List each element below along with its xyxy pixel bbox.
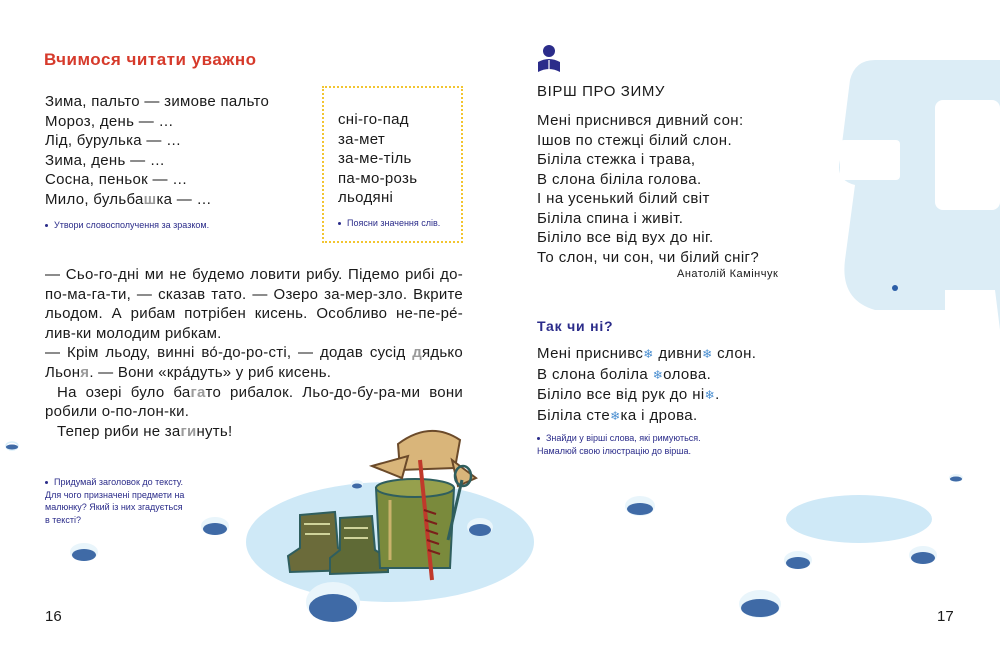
bullet-icon	[537, 437, 540, 440]
task-text: Утвори словосполучення за зразком.	[54, 220, 210, 230]
text-part: В слона боліла	[537, 365, 653, 383]
word-pair: Сосна, пеньок — …	[45, 171, 188, 189]
ice-hole-icon	[70, 543, 98, 561]
text-part: . — Вони «кра́дуть» у риб кисень.	[89, 363, 332, 381]
text-part: ка — …	[156, 190, 212, 208]
quiz-line	[537, 344, 756, 365]
ice-hole-icon	[351, 480, 363, 489]
syllable-word: па-мо-розь	[338, 169, 418, 187]
poem-line: Біліло все від вух до ніг.	[537, 229, 714, 246]
story-paragraph	[45, 383, 463, 422]
snowflake-icon: ❄	[702, 347, 713, 361]
task-note	[45, 219, 209, 232]
syllable-word: за-ме-тіль	[338, 150, 412, 168]
text-part: дько Льон	[45, 344, 463, 381]
text-part: то рибалок. Льо-до-бу-ра-ми вони робили о-по-лон-ки.	[45, 383, 463, 421]
task-note	[338, 217, 461, 230]
word-pair	[45, 190, 269, 210]
ice-hole-icon	[784, 551, 812, 569]
ice-hole-icon	[6, 442, 18, 450]
word-pair: Мороз, день — …	[45, 112, 174, 130]
task-text: Намалюй свою ілюстрацію до вірша.	[537, 445, 691, 456]
poem-line: В слона біліла голова.	[537, 170, 702, 188]
text-part: Біліла сте	[537, 406, 611, 424]
ice-hole-icon	[949, 474, 963, 482]
text-part: Тепер риби не за	[57, 422, 181, 440]
quiz-line	[537, 385, 756, 406]
section-subtitle: Так чи ні?	[537, 318, 614, 334]
snowflake-icon: ❄	[652, 367, 664, 382]
quiz-line	[537, 365, 756, 386]
poem-line: І на усенький білий світ	[537, 190, 710, 207]
fur-hat-icon	[372, 431, 476, 486]
text-part: дивни	[653, 345, 703, 362]
word-pairs-list	[45, 92, 269, 210]
ice-patch	[786, 495, 932, 543]
ice-hole-icon	[739, 590, 781, 618]
highlighted-letter: ги	[180, 422, 197, 440]
word-pair: Зима, пальто — зимове пальто	[45, 93, 270, 110]
text-part: Мені приснивс	[537, 345, 644, 362]
ice-fishing-illustration	[0, 420, 560, 640]
text-part: нуть!	[196, 422, 233, 440]
story-paragraph: — Сьо-го-дні ми не будемо ловити рибу. Підемо рибі до-по-ма-га-ти, — сказав тато. — Озеро за-мер-зло. Вкрите льодом. А рибам потрібен кисень. Особливо не-пе-ре́-лив-ки молодим рибкам.	[45, 266, 463, 342]
task-note	[537, 432, 701, 457]
task-text: Для чого призначені предмети на	[45, 489, 185, 500]
snowflake-icon: ❄	[610, 408, 621, 423]
bullet-icon	[45, 224, 48, 227]
poem-line: То слон, чи сон, чи білий сніг?	[537, 248, 760, 266]
ice-hole-icon	[625, 496, 655, 516]
page-number: 17	[937, 608, 954, 625]
highlighted-letter: га	[190, 383, 206, 401]
quiz-poem	[537, 344, 756, 426]
poem	[537, 111, 759, 267]
highlighted-letter: д	[412, 344, 422, 362]
syllable-word: за-мет	[338, 130, 386, 148]
quiz-line	[537, 406, 756, 427]
task-text: Поясни значення слів.	[347, 217, 441, 228]
text-part: олова.	[663, 365, 712, 383]
story-text	[45, 265, 463, 441]
elephant-eye	[892, 285, 898, 291]
word-pair: Лід, бурулька — …	[45, 132, 182, 150]
syllable-word: льодяні	[338, 189, 394, 207]
text-part: .	[715, 386, 720, 403]
syllable-word: сні-го-пад	[338, 111, 409, 128]
poem-line: Біліла стежка і трава,	[537, 151, 696, 168]
page-title: Вчимося читати уважно	[44, 50, 257, 69]
highlighted-letter: я	[421, 344, 431, 362]
page-number: 16	[45, 608, 62, 625]
poem-line: Ішов по стежці білий слон.	[537, 131, 733, 149]
ice-hole-icon	[909, 546, 937, 564]
task-text: малюнку? Який із них згадується	[45, 502, 183, 512]
story-paragraph	[45, 343, 463, 382]
poem-author: Анатолій Камінчук	[677, 268, 779, 280]
reading-person-icon	[536, 44, 562, 74]
elephant-illustration	[835, 60, 1000, 330]
ice-holes-illustration	[600, 470, 1000, 630]
poem-title: ВІРШ ПРО ЗИМУ	[537, 83, 666, 100]
task-text: в тексті?	[45, 514, 81, 525]
task-text: Придумай заголовок до тексту.	[54, 477, 184, 487]
snowflake-icon: ❄	[704, 388, 716, 402]
syllable-box	[322, 86, 463, 243]
highlighted-letter: я	[80, 363, 90, 381]
poem-line: Біліла спина і живіт.	[537, 209, 684, 227]
highlighted-letter: ш	[143, 190, 157, 208]
text-part: Біліло все від рук до ні	[537, 386, 705, 403]
text-part: ка і дрова.	[620, 406, 698, 424]
ice-hole-icon	[201, 517, 229, 535]
ice-hole-icon	[306, 582, 360, 622]
text-part: — Крім льоду, винні во́-до-ро-сті, — додав сусід	[45, 344, 413, 362]
text-part: Мило, бульба	[45, 190, 144, 208]
task-text: Знайди у вірші слова, які римуються.	[546, 433, 701, 443]
bucket-icon	[376, 479, 454, 568]
ice-hole-icon	[467, 518, 493, 536]
snowflake-icon: ❄	[643, 347, 654, 361]
word-pair: Зима, день — …	[45, 151, 166, 169]
text-part: слон.	[712, 345, 757, 362]
text-part: На озері було ба	[57, 383, 191, 401]
bullet-icon	[338, 222, 341, 225]
poem-line: Мені приснився дивний сон:	[537, 112, 744, 129]
